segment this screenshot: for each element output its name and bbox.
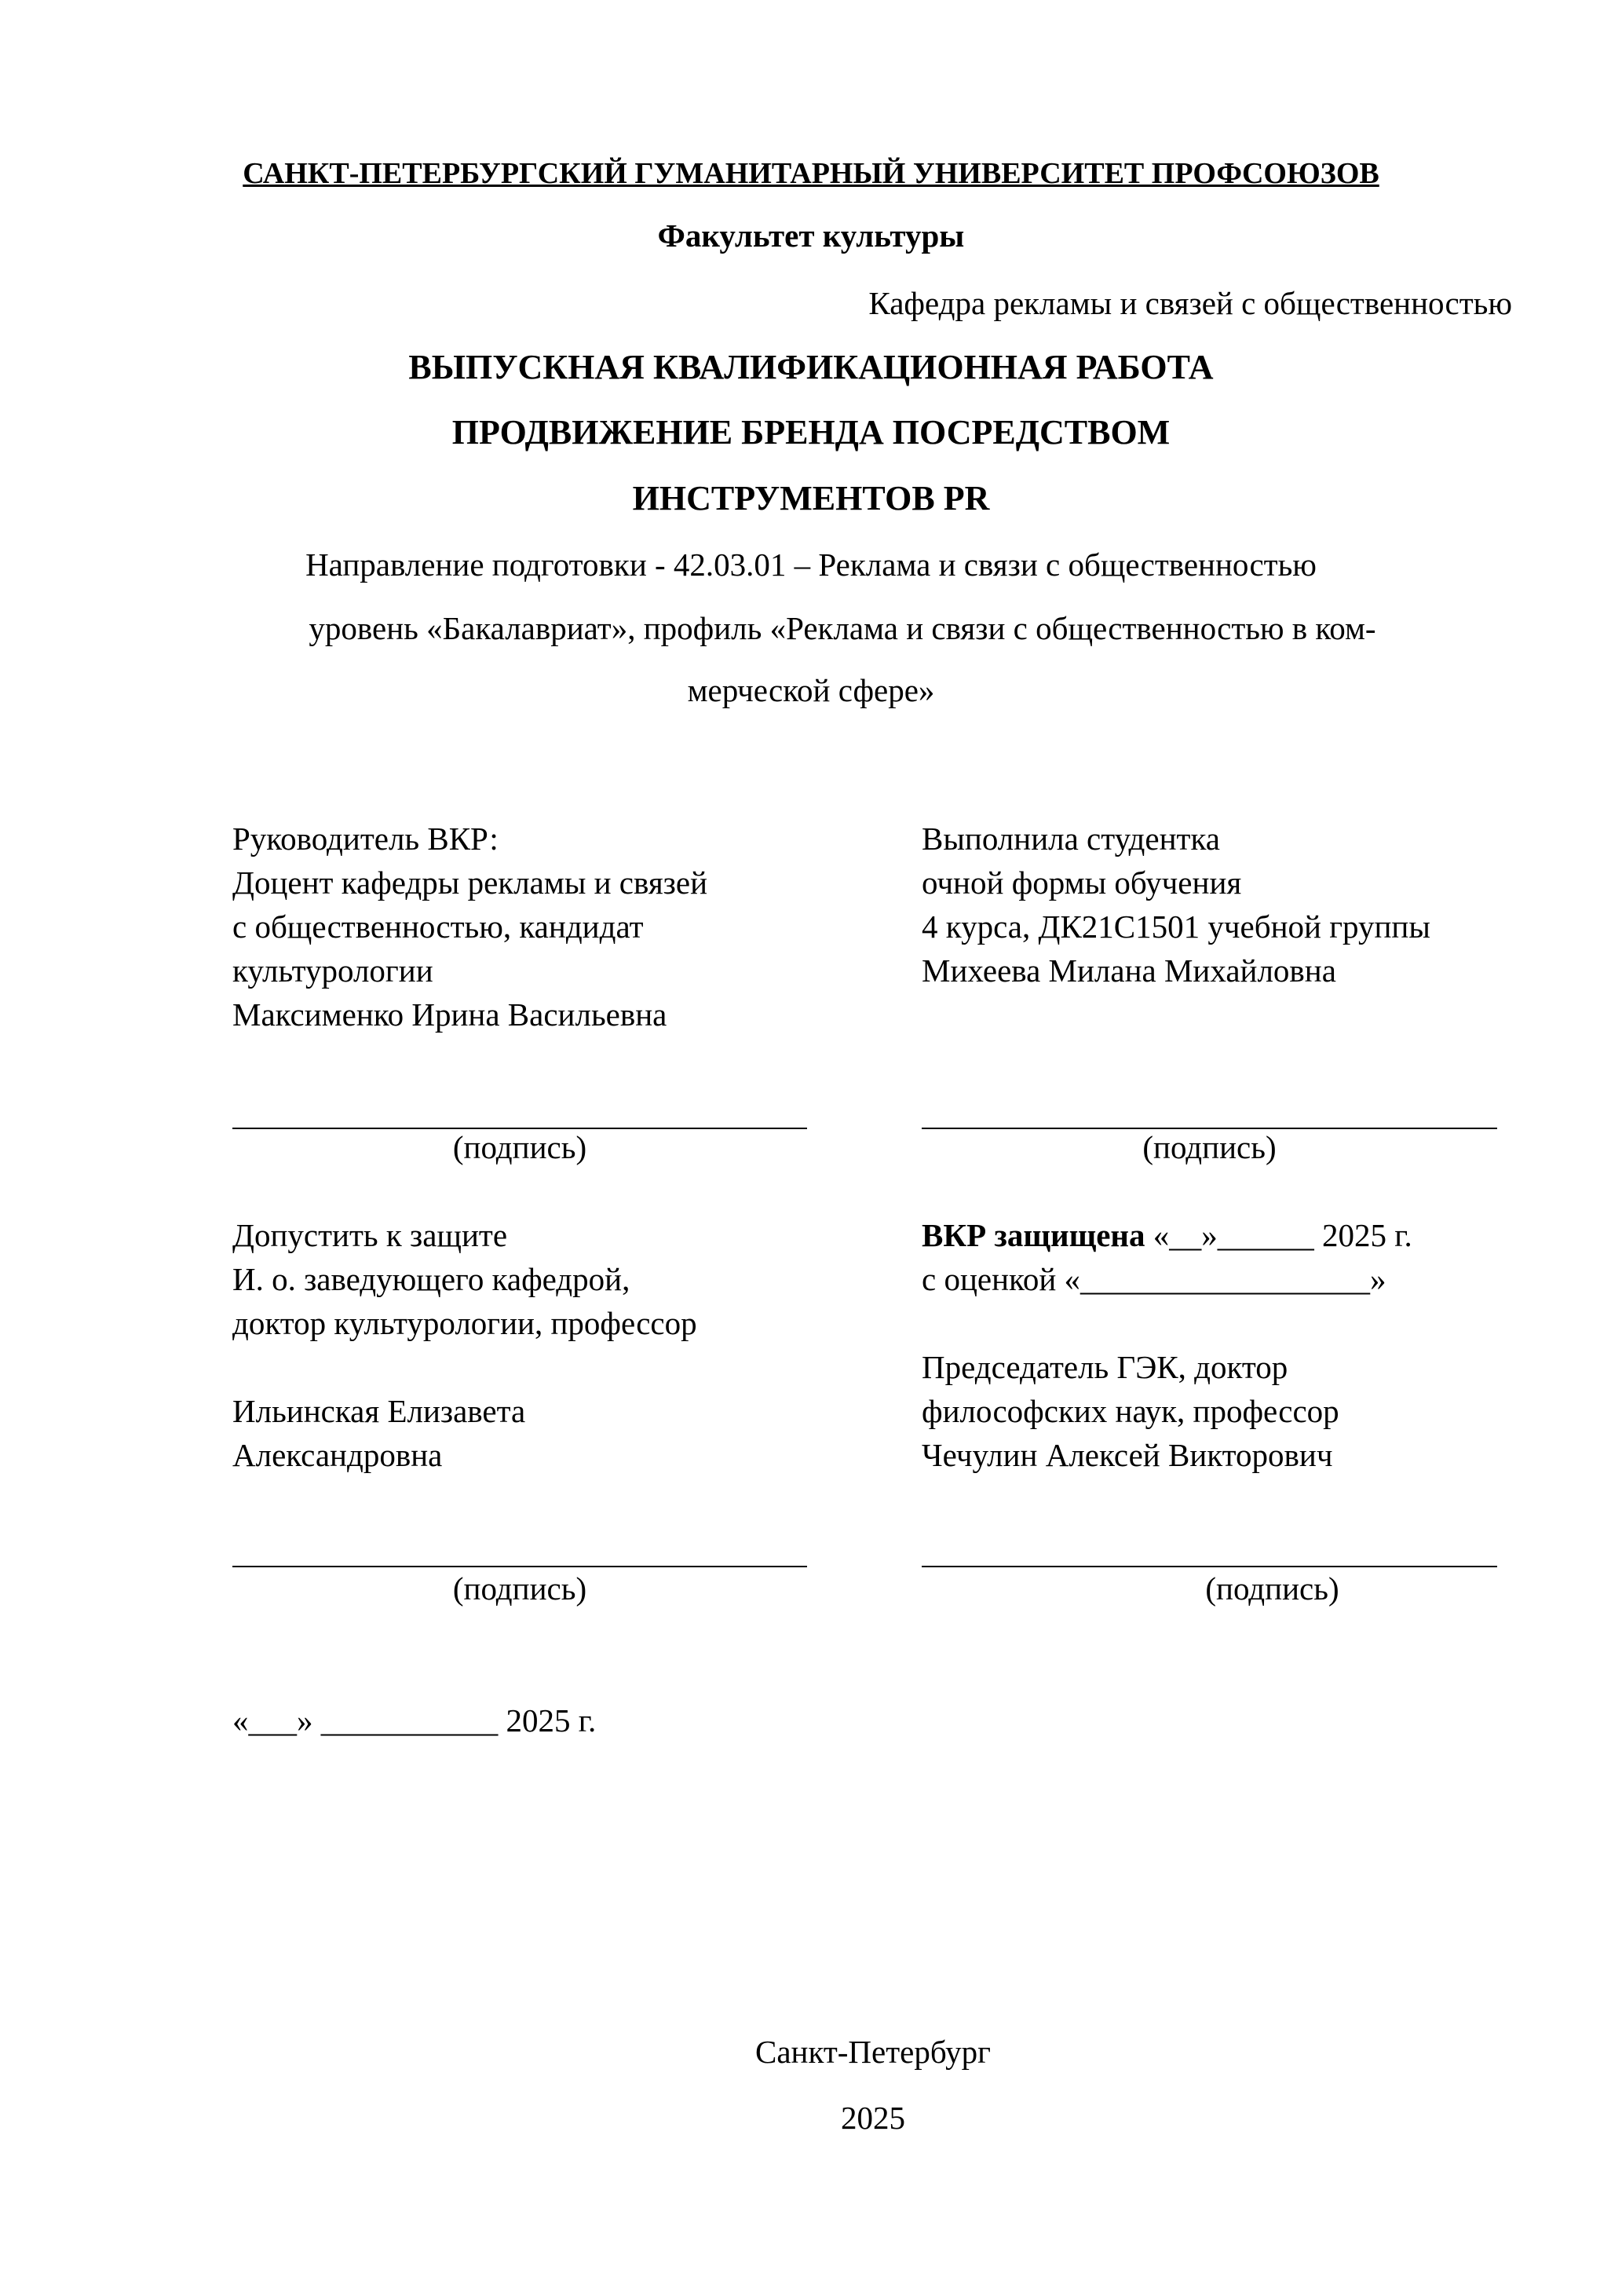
chair-line: Председатель ГЭК, доктор [922,1349,1288,1385]
signature-label: (подпись) [1142,1129,1277,1165]
defense-block [922,1213,1412,1477]
defense-label: ВКР защищена [922,1217,1145,1253]
supervisor-line: Доцент кафедры рекламы и связей [232,865,708,901]
student-line: Михеева Милана Михайловна [922,952,1336,989]
chair-line: философских наук, профессор [922,1393,1339,1429]
defense-date: «__»______ 2025 г. [1145,1217,1412,1253]
thesis-title-line1: ПРОДВИЖЕНИЕ БРЕНДА ПОСРЕДСТВОМ [451,413,1171,452]
student-line: очной формы обучения [922,865,1242,901]
program-line2: уровень «Бакалавриат», профиль «Реклама и связи с общественностью в ком- [309,610,1376,646]
admission-line: доктор культурологии, профессор [232,1305,697,1341]
chair-line: Чечулин Алексей Викторович [922,1437,1333,1473]
thesis-title-line2: ИНСТРУМЕНТОВ PR [632,479,990,517]
admission-line: И. о. заведующего кафедрой, [232,1261,630,1297]
head-name-line: Александровна [232,1437,443,1473]
supervisor-line: с общественностью, кандидат [232,909,644,945]
admission-block [232,1213,697,1477]
signature-label: (подпись) [1205,1570,1339,1607]
supervisor-line: Руководитель ВКР: [232,821,499,857]
supervisor-line: Максименко Ирина Васильевна [232,996,667,1033]
program-line1: Направление подготовки - 42.03.01 – Реклама и связи с общественностью [305,547,1317,583]
defense-date-line [922,1213,1412,1257]
footer-city: Санкт-Петербург [755,2034,991,2070]
defense-grade: с оценкой «__________________» [922,1261,1386,1297]
signature-label: (подпись) [452,1129,587,1165]
signature-label: (подпись) [452,1570,587,1607]
work-type: ВЫПУСКНАЯ КВАЛИФИКАЦИОННАЯ РАБОТА [408,348,1214,386]
footer-year: 2025 [841,2100,905,2136]
student-line: 4 курса, ДК21С1501 учебной группы [922,909,1430,945]
supervisor-line: культурологии [232,952,433,989]
department-name: Кафедра рекламы и связей с общественностью [868,285,1512,321]
admission-line: Допустить к защите [232,1217,508,1253]
university-name: САНКТ-ПЕТЕРБУРГСКИЙ ГУМАНИТАРНЫЙ УНИВЕРСИТЕТ ПРОФСОЮЗОВ [243,157,1379,190]
student-block [922,817,1430,993]
student-line: Выполнила студентка [922,821,1220,857]
supervisor-block [232,817,707,1036]
head-name-line: Ильинская Елизавета [232,1393,526,1429]
program-line3: мерческой сфере» [687,672,935,708]
faculty-name: Факультет культуры [657,218,965,254]
date-line: «___» ___________ 2025 г. [232,1702,597,1738]
